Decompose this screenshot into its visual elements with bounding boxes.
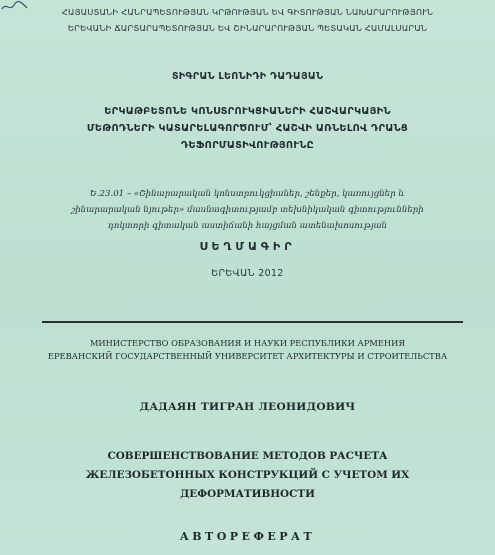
- armenian-university-line: ԵՐԵՎԱՆԻ ՃԱՐՏԱՐԱՊԵՏՈՒԹՅԱՆ ԵՎ ՇԻՆԱՐԱՐՈՒԹՅԱՆ ՊԵՏԱԿԱՆ ՀԱՄԱԼՍԱՐԱՆ: [67, 23, 428, 33]
- armenian-thesis-title: [0, 103, 495, 154]
- russian-title-line: ДЕФОРМАТИВНОСТИ: [180, 488, 315, 500]
- armenian-specialty-line: Ե.23.01 – «Շինարարական կոնստրուկցիաներ, շենքեր, կառույցներ և: [89, 189, 406, 199]
- armenian-title-line: ՄԵԹՈԴՆԵՐԻ ԿԱՏԱՐԵԼԱԳՈՐԾՈՒՄ՝ ՀԱՇՎԻ ԱՌՆԵԼՈՎ ԴՐԱՆՑ: [86, 123, 409, 134]
- russian-title-line: ЖЕЛЕЗОБЕТОННЫХ КОНСТРУКЦИЙ С УЧЕТОМ ИХ: [85, 469, 410, 481]
- armenian-specialty-line: շինարարական նյութեր» մասնագիտությամբ տեխնիկական գիտությունների: [71, 205, 424, 215]
- russian-author-name: ДАДАЯН ТИГРАН ЛЕОНИДОВИЧ: [139, 401, 356, 413]
- armenian-title-line: ԴԵՖՈՐՄԱՏԻՎՈՒԹՅՈՒՆԸ: [181, 140, 314, 151]
- armenian-author-name: ՏԻԳՐԱՆ ԼԵՈՆԻԴԻ ԴԱԴԱՅԱՆ: [171, 71, 324, 82]
- russian-document-type: АВТОРЕФЕРАТ: [179, 530, 316, 543]
- russian-title-line: СОВЕРШЕНСТВОВАНИЕ МЕТОДОВ РАСЧЕТА: [107, 450, 388, 462]
- armenian-ministry-line: ՀԱՅԱՍՏԱՆԻ ՀԱՆՐԱՊԵՏՈՒԹՅԱՆ ԿՐԹՈՒԹՅԱՆ ԵՎ ԳԻՏՈՒԹՅԱՆ ՆԱԽԱՐԱՐՈՒԹՅՈՒՆ: [61, 7, 434, 17]
- armenian-document-type: ՍԵՂՄԱԳԻՐ: [199, 240, 296, 253]
- armenian-ministry-header: [0, 4, 495, 36]
- armenian-specialty-text: [0, 186, 495, 234]
- russian-university-line: ЕРЕВАНСКИЙ ГОСУДАРСТВЕННЫЙ УНИВЕРСИТЕТ АРХИТЕКТУРЫ И СТРОИТЕЛЬСТВА: [47, 351, 448, 361]
- russian-ministry-line: МИНИСТЕРСТВО ОБРАЗОВАНИЯ И НАУКИ РЕСПУБЛИКИ АРМЕНИЯ: [89, 338, 406, 348]
- armenian-title-line: ԵՐԿԱԹԲԵՏՈՆԵ ԿՈՆՍՏՐՈՒԿՑԻԱՆԵՐԻ ՀԱՇՎԱՐԿԱՅԻՆ: [104, 106, 391, 117]
- armenian-city-year: ԵՐԵՎԱՆ 2012: [211, 268, 284, 279]
- section-divider: [42, 321, 463, 323]
- armenian-specialty-line: դոկտորի գիտական աստիճանի հայցման ատենախոսության: [107, 221, 388, 231]
- russian-ministry-header: [0, 337, 495, 363]
- russian-thesis-title: [0, 447, 495, 504]
